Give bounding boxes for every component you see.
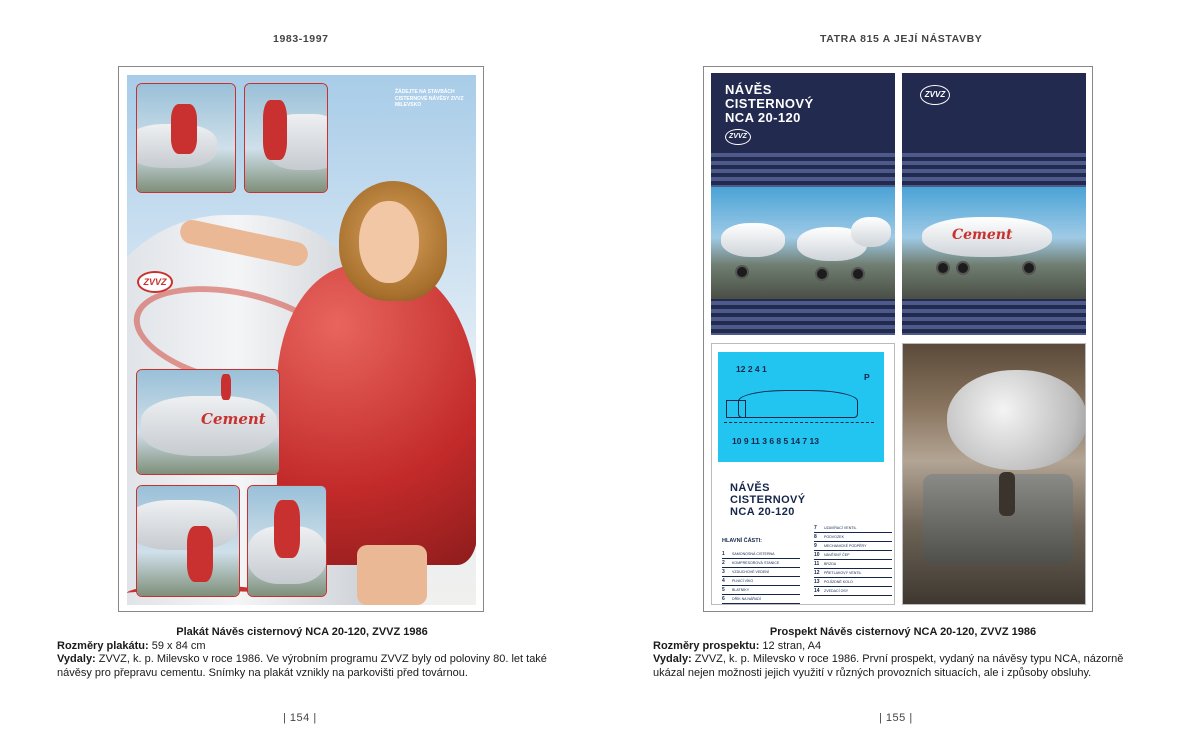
poster-publisher: Vydaly: ZVVZ, k. p. Milevsko v roce 1986. Ve výrobním programu ZVVZ byly od poloviny 80. let také návěsy pro přepravu cementu. Snímky na plakát vznikly na parkovišti před továrnou. bbox=[57, 653, 547, 679]
list-item: 13 POJÍZDNÉ KOLO bbox=[814, 578, 892, 587]
diagram-ground-line bbox=[724, 422, 874, 423]
brochure-photo-tankers bbox=[711, 187, 895, 299]
brochure-back-stripes-bottom bbox=[902, 301, 1086, 335]
factory-tank bbox=[947, 370, 1086, 470]
brochure-cover-panel bbox=[711, 73, 895, 335]
brochure-diagram-title: NÁVĚS CISTERNOVÝ NCA 20-120 bbox=[730, 482, 806, 518]
poster-inset-photo-2 bbox=[244, 83, 328, 193]
brochure-back-panel bbox=[902, 73, 1086, 335]
parts-list-left bbox=[722, 550, 800, 604]
brochure-factory-photo bbox=[902, 343, 1086, 605]
diagram-top-numbers: 12 2 4 1 bbox=[736, 364, 767, 374]
list-item: 6 DŘÍK NA NÁŘADÍ bbox=[722, 595, 800, 604]
technical-diagram bbox=[718, 352, 884, 462]
brochure-dimensions: Rozměry prospektu: 12 stran, A4 bbox=[653, 639, 822, 652]
list-item: 5 BLATNÍKY bbox=[722, 586, 800, 595]
poster-inset-photo-5 bbox=[247, 485, 327, 597]
poster-cement-label: Cement bbox=[201, 410, 266, 428]
brochure-cement-label: Cement bbox=[952, 227, 1013, 243]
list-item: 7 UZAVÍRACÍ VENTIL bbox=[814, 524, 892, 533]
brochure-stripes-top bbox=[711, 153, 895, 187]
poster-inset-photo-4 bbox=[136, 485, 240, 597]
parts-list-right bbox=[814, 524, 892, 596]
poster-artwork bbox=[127, 75, 476, 605]
diagram-bottom-numbers: 10 9 11 3 6 8 5 14 7 13 bbox=[732, 436, 819, 446]
brochure-caption-title: Prospekt Návěs cisternový NCA 20-120, ZVVZ 1986 bbox=[769, 626, 1037, 638]
brochure-back-stripes-top bbox=[902, 153, 1086, 187]
factory-worker bbox=[999, 472, 1015, 516]
factory-machine bbox=[923, 474, 1073, 564]
brochure-diagram-panel bbox=[711, 343, 895, 605]
list-item: 9 MECHANICKÉ PODPĚRY bbox=[814, 542, 892, 551]
running-head-left: 1983-1997 bbox=[273, 33, 329, 45]
poster-model-face bbox=[359, 201, 419, 283]
list-item: 11 BRZDA bbox=[814, 560, 892, 569]
page-number-right: | 155 | bbox=[879, 712, 913, 724]
brochure-cover-logo: ZVVZ bbox=[725, 129, 751, 145]
poster-corner-text: ŽÁDEJTE NA STAVBÁCH CISTERNOVÉ NÁVĚSY ZVVZ MILEVSKO bbox=[395, 89, 464, 108]
poster-caption-title: Plakát Návěs cisternový NCA 20-120, ZVVZ 1986 bbox=[176, 626, 428, 638]
list-item: 8 PODVOZEK bbox=[814, 533, 892, 542]
brochure-caption bbox=[653, 626, 1153, 680]
poster-caption bbox=[57, 626, 557, 680]
brochure-back-logo: ZVVZ bbox=[920, 85, 950, 105]
list-item: 3 VZDUCHOVÉ VEDENÍ bbox=[722, 568, 800, 577]
diagram-tanker-outline bbox=[738, 390, 858, 418]
poster-zvvz-logo: ZVVZ bbox=[137, 271, 173, 293]
brochure-stripes-bottom bbox=[711, 301, 895, 335]
poster-inset-photo-cement bbox=[136, 369, 280, 475]
brochure-spread-image bbox=[703, 66, 1093, 612]
right-page bbox=[600, 0, 1200, 749]
list-item: 12 PŘETLAKOVÝ VENTIL bbox=[814, 569, 892, 578]
list-item: 4 PLNICÍ VÍKO bbox=[722, 577, 800, 586]
page-number-left: | 154 | bbox=[283, 712, 317, 724]
parts-list bbox=[722, 525, 892, 602]
diagram-p-label: P bbox=[864, 372, 870, 382]
brochure-cover-title: NÁVĚS CISTERNOVÝ NCA 20-120 bbox=[725, 82, 814, 125]
list-item: 2 KOMPRESOROVÁ STANICE bbox=[722, 559, 800, 568]
running-head-right: TATRA 815 A JEJÍ NÁSTAVBY bbox=[820, 33, 983, 45]
parts-list-heading: HLAVNÍ ČÁSTI: bbox=[722, 538, 762, 544]
diagram-cab-outline bbox=[726, 400, 746, 418]
poster-dimensions: Rozměry plakátu: 59 x 84 cm bbox=[57, 639, 206, 652]
list-item: 14 ZVEDACÍ OSY bbox=[814, 587, 892, 596]
poster-model-legs bbox=[357, 545, 427, 605]
poster-inset-photo-1 bbox=[136, 83, 236, 193]
list-item: 1 SAMONOSNÁ CISTERNA bbox=[722, 550, 800, 559]
brochure-photo-cement-tanker bbox=[902, 187, 1086, 299]
list-item: 10 NÁVĚSNÝ ČEP bbox=[814, 551, 892, 560]
brochure-publisher: Vydaly: ZVVZ, k. p. Milevsko v roce 1986. První prospekt, vydaný na návěsy typu NCA, názorně ukázal nejen možnosti jejich využití v různých provozních situacích, ale i způsoby obsluhy. bbox=[653, 653, 1124, 679]
poster-image bbox=[118, 66, 484, 612]
